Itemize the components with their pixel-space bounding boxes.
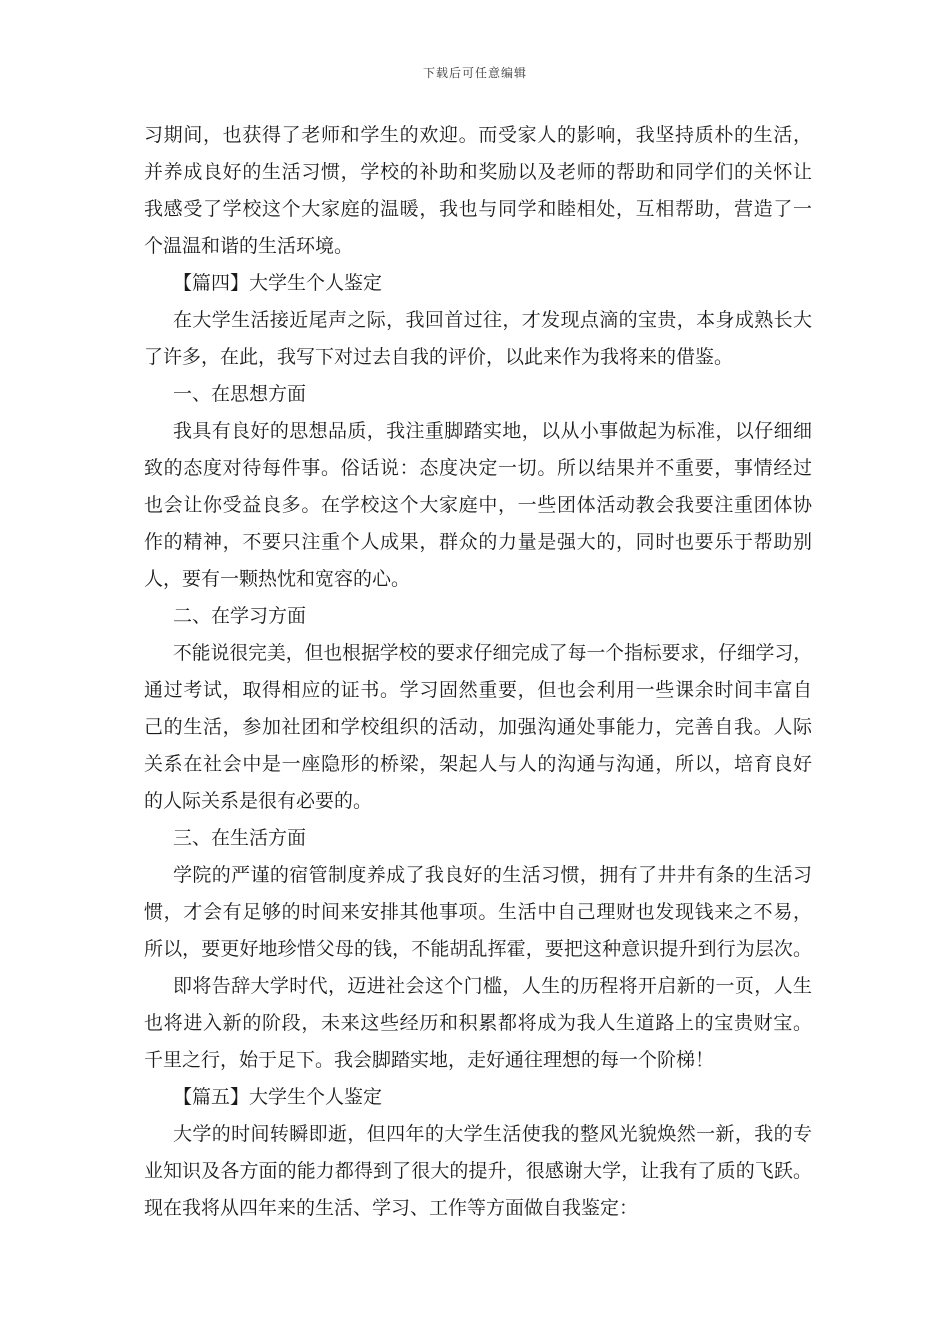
text-line: 我感受了学校这个大家庭的温暖，我也与同学和睦相处，互相帮助，营造了一 xyxy=(144,198,812,220)
text-line: 并养成良好的生活习惯，学校的补助和奖励以及老师的帮助和同学们的关怀让 xyxy=(144,161,812,183)
text-line: 通过考试，取得相应的证书。学习固然重要，但也会利用一些课余时间丰富自 xyxy=(144,679,812,701)
text-line: 现在我将从四年来的生活、学习、工作等方面做自我鉴定： xyxy=(144,1197,639,1219)
text-line: 也将进入新的阶段，未来这些经历和积累都将成为我人生道路上的宝贵财宝。 xyxy=(144,1012,812,1034)
text-line: 学院的严谨的宿管制度养成了我良好的生活习惯，拥有了井井有条的生活习 xyxy=(173,864,812,886)
text-line: 惯，才会有足够的时间来安排其他事项。生活中自己理财也发现钱来之不易， xyxy=(144,901,812,923)
text-line: 大学的时间转瞬即逝，但四年的大学生活使我的整风光貌焕然一新，我的专 xyxy=(173,1123,812,1145)
text-line: 也会让你受益良多。在学校这个大家庭中，一些团体活动教会我要注重团体协 xyxy=(144,494,812,516)
text-line: 关系在社会中是一座隐形的桥梁，架起人与人的沟通与沟通，所以，培育良好 xyxy=(144,753,812,775)
text-line: 己的生活，参加社团和学校组织的活动，加强沟通处事能力，完善自我。人际 xyxy=(144,716,812,738)
text-line: 一、在思想方面 xyxy=(173,383,307,405)
text-line: 所以，要更好地珍惜父母的钱，不能胡乱挥霍，要把这种意识提升到行为层次。 xyxy=(144,938,812,960)
text-line: 在大学生活接近尾声之际，我回首过往，才发现点滴的宝贵，本身成熟长大 xyxy=(173,309,812,331)
text-line: 我具有良好的思想品质，我注重脚踏实地，以从小事做起为标准，以仔细细 xyxy=(173,420,812,442)
text-line: 作的精神，不要只注重个人成果，群众的力量是强大的，同时也要乐于帮助别 xyxy=(144,531,812,553)
text-line: 千里之行，始于足下。我会脚踏实地，走好通往理想的每一个阶梯！ xyxy=(144,1049,715,1071)
page-header: 下载后可任意编辑 xyxy=(422,66,527,80)
text-line: 【篇四】大学生个人鉴定 xyxy=(173,272,383,294)
text-line: 三、在生活方面 xyxy=(173,827,307,849)
text-line: 个温温和谐的生活环境。 xyxy=(144,235,354,257)
text-line: 业知识及各方面的能力都得到了很大的提升，很感谢大学，让我有了质的飞跃。 xyxy=(144,1160,812,1182)
document-body xyxy=(144,117,812,1227)
text-line: 二、在学习方面 xyxy=(173,605,307,627)
text-line: 习期间，也获得了老师和学生的欢迎。而受家人的影响，我坚持质朴的生活， xyxy=(144,124,812,146)
text-line: 即将告辞大学时代，迈进社会这个门槛，人生的历程将开启新的一页，人生 xyxy=(173,975,812,997)
text-line: 了许多，在此，我写下对过去自我的评价，以此来作为我将来的借鉴。 xyxy=(144,346,734,368)
text-line: 致的态度对待每件事。俗话说：态度决定一切。所以结果并不重要，事情经过 xyxy=(144,457,812,479)
text-line: 不能说很完美，但也根据学校的要求仔细完成了每一个指标要求，仔细学习， xyxy=(173,643,812,664)
text-line: 人，要有一颗热忱和宽容的心。 xyxy=(144,568,411,590)
text-line: 【篇五】大学生个人鉴定 xyxy=(173,1086,383,1108)
text-line: 的人际关系是很有必要的。 xyxy=(144,790,373,812)
